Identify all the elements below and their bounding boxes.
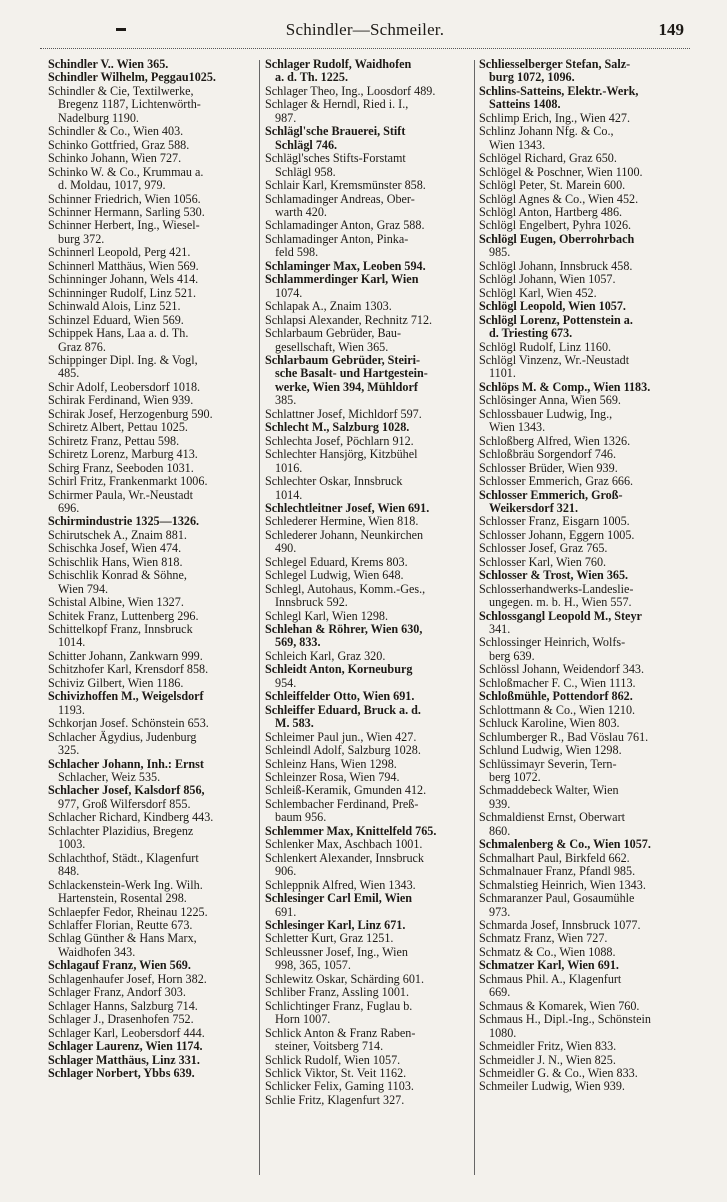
directory-entry: Innsbruck 592. bbox=[275, 595, 348, 610]
directory-entry: Schlegl, Autohaus, Komm.-Ges., bbox=[265, 581, 426, 596]
directory-entry: Schlögl Karl, Wien 452. bbox=[479, 285, 597, 300]
directory-entry: Schinnerl Leopold, Perg 421. bbox=[48, 245, 191, 260]
directory-entry: Schlackenstein-Werk Ing. Wilh. bbox=[48, 877, 203, 892]
directory-entry: 691. bbox=[275, 904, 297, 919]
directory-entry: Schlederer Johann, Neunkirchen bbox=[265, 527, 424, 542]
directory-entry: 490. bbox=[275, 541, 297, 556]
directory-entry: Schlie Fritz, Klagenfurt 327. bbox=[265, 1092, 405, 1107]
directory-entry: Schlager Franz, Andorf 303. bbox=[48, 985, 186, 1000]
directory-entry: Schindler Wilhelm, Peggau1025. bbox=[48, 70, 216, 85]
directory-entry: Schinwald Alois, Linz 521. bbox=[48, 299, 181, 314]
directory-entry: Schlammerdinger Karl, Wien bbox=[265, 272, 419, 287]
directory-entry: Schlögl Eugen, Oberrohrbach bbox=[479, 231, 635, 246]
directory-entry: Schlager Hanns, Salzburg 714. bbox=[48, 998, 198, 1013]
directory-entry: Schinko W. & Co., Krummau a. bbox=[48, 164, 204, 179]
directory-entry: Schlaminger Max, Leoben 594. bbox=[265, 258, 426, 273]
directory-entry: Schlager Norbert, Ybbs 639. bbox=[48, 1065, 195, 1080]
directory-entry: Schlager Laurenz, Wien 1174. bbox=[48, 1039, 203, 1054]
directory-entry: Schmaus & Komarek, Wien 760. bbox=[479, 998, 640, 1013]
directory-entry: Schlegl Karl, Wien 1298. bbox=[265, 608, 389, 623]
directory-entry: Schleinzer Rosa, Wien 794. bbox=[265, 770, 400, 785]
directory-entry: werke, Wien 394, Mühldorf bbox=[275, 379, 418, 394]
directory-entry: 1016. bbox=[275, 460, 303, 475]
directory-entry: Schleindl Adolf, Salzburg 1028. bbox=[265, 743, 421, 758]
directory-entry: 998, 365, 1057. bbox=[275, 958, 351, 973]
directory-entry: Schippek Hans, Laa a. d. Th. bbox=[48, 326, 189, 341]
directory-entry: 1101. bbox=[489, 366, 516, 381]
directory-entry: Schlacher Ägydius, Judenburg bbox=[48, 729, 197, 744]
directory-entry: Schlick Anton & Franz Raben- bbox=[265, 1025, 416, 1040]
directory-entry: Schlegel Ludwig, Wien 648. bbox=[265, 568, 404, 583]
directory-entry: Wien 1343. bbox=[489, 420, 546, 435]
directory-entry: Schlumberger R., Bad Vöslau 761. bbox=[479, 729, 649, 744]
directory-entry: 1074. bbox=[275, 285, 303, 300]
directory-entry: Schindler & Cie, Textilwerke, bbox=[48, 83, 194, 98]
directory-entry: Schlögl Leopold, Wien 1057. bbox=[479, 299, 626, 314]
directory-entry: burg 372. bbox=[58, 231, 105, 246]
directory-entry: Schiretz Albert, Pettau 1025. bbox=[48, 420, 188, 435]
directory-entry: Schirg Franz, Seeboden 1031. bbox=[48, 460, 194, 475]
directory-entry: Schinnerl Matthäus, Wien 569. bbox=[48, 258, 199, 273]
directory-entry: Schinner Hermann, Sarling 530. bbox=[48, 204, 205, 219]
directory-entry: Schlager Rudolf, Waidhofen bbox=[265, 58, 412, 71]
page-header bbox=[40, 18, 690, 42]
directory-entry: Schlenkert Alexander, Innsbruck bbox=[265, 850, 424, 865]
directory-entry: Schleussner Josef, Ing., Wien bbox=[265, 944, 408, 959]
directory-entry: Schlins-Satteins, Elektr.-Werk, bbox=[479, 83, 639, 98]
directory-entry: warth 420. bbox=[275, 204, 327, 219]
directory-entry: Schlögl Rudolf, Linz 1160. bbox=[479, 339, 612, 354]
directory-entry: Schlögel Richard, Graz 650. bbox=[479, 151, 617, 166]
directory-entry: 848. bbox=[58, 864, 80, 879]
directory-entry: Schitzhofer Karl, Krensdorf 858. bbox=[48, 662, 209, 677]
directory-entry: Schleich Karl, Graz 320. bbox=[265, 648, 386, 663]
directory-entry: Schlosser Emmerich, Groß- bbox=[479, 487, 623, 502]
directory-entry: Schitek Franz, Luttenberg 296. bbox=[48, 608, 199, 623]
directory-entry: Schlechtleitner Josef, Wien 691. bbox=[265, 500, 430, 515]
directory-entry: Schlögl Vinzenz, Wr.-Neustadt bbox=[479, 352, 630, 367]
directory-entry: Satteins 1408. bbox=[489, 97, 561, 112]
directory-entry: Schiretz Lorenz, Marburg 413. bbox=[48, 447, 198, 462]
directory-entry: Schlager Karl, Leobersdorf 444. bbox=[48, 1025, 205, 1040]
directory-entry: 1003. bbox=[58, 837, 86, 852]
directory-entry: 1193. bbox=[58, 702, 85, 717]
directory-entry: Schmaranzer Paul, Gosaumühle bbox=[479, 891, 635, 906]
directory-entry: Schleppnik Alfred, Wien 1343. bbox=[265, 877, 416, 892]
directory-entry: Schlager Theo, Ing., Loosdorf 489. bbox=[265, 83, 436, 98]
directory-entry: Schmaus H., Dipl.-Ing., Schönstein bbox=[479, 1012, 651, 1027]
directory-entry: Schleiß-Keramik, Gmunden 412. bbox=[265, 783, 427, 798]
directory-entry: Schlosser Brüder, Wien 939. bbox=[479, 460, 618, 475]
directory-entry: Schmeidler G. & Co., Wien 833. bbox=[479, 1065, 638, 1080]
directory-entry: Schinko Johann, Wien 727. bbox=[48, 151, 182, 166]
directory-entry: Schischlik Hans, Wien 818. bbox=[48, 554, 183, 569]
directory-entry: sche Basalt- und Hartgestein- bbox=[275, 366, 428, 381]
directory-entry: Schlägl 958. bbox=[275, 164, 336, 179]
directory-entry: Schlagauf Franz, Wien 569. bbox=[48, 958, 191, 973]
directory-entry: Schlögl Johann, Innsbruck 458. bbox=[479, 258, 633, 273]
directory-entry: Schlechter Oskar, Innsbruck bbox=[265, 474, 403, 489]
directory-entry: Schlimp Erich, Ing., Wien 427. bbox=[479, 110, 631, 125]
directory-entry: 341. bbox=[489, 622, 511, 637]
directory-entry: Schlecht M., Salzburg 1028. bbox=[265, 420, 410, 435]
directory-entry: d. Moldau, 1017, 979. bbox=[58, 178, 166, 193]
directory-entry: Schliesselberger Stefan, Salz- bbox=[479, 58, 631, 71]
directory-entry: Schlegel Eduard, Krems 803. bbox=[265, 554, 408, 569]
column-divider bbox=[259, 60, 260, 1175]
directory-entry: 669. bbox=[489, 985, 511, 1000]
directory-entry: Weikersdorf 321. bbox=[489, 500, 579, 515]
directory-entry: Schirmer Paula, Wr.-Neustadt bbox=[48, 487, 193, 502]
directory-entry: Schluck Karoline, Wien 803. bbox=[479, 716, 620, 731]
directory-entry: Hartenstein, Rosental 298. bbox=[58, 891, 187, 906]
directory-entry: Wien 794. bbox=[58, 581, 109, 596]
directory-entry: Schlacher, Weiz 535. bbox=[58, 770, 161, 785]
directory-entry: Schlossinger Heinrich, Wolfs- bbox=[479, 635, 626, 650]
directory-entry: Schmaus Phil. A., Klagenfurt bbox=[479, 971, 622, 986]
directory-entry: 696. bbox=[58, 500, 80, 515]
directory-entry: Schmeidler J. N., Wien 825. bbox=[479, 1052, 616, 1067]
directory-entry: Schmatzer Karl, Wien 691. bbox=[479, 958, 619, 973]
header-rule bbox=[40, 48, 690, 49]
directory-entry: Schlägl'sches Stifts-Forstamt bbox=[265, 151, 406, 166]
directory-entry: Schlosser Karl, Wien 760. bbox=[479, 554, 607, 569]
directory-entry: Schlögl Agnes & Co., Wien 452. bbox=[479, 191, 639, 206]
directory-entry: Schmaddebeck Walter, Wien bbox=[479, 783, 619, 798]
directory-entry: Schlossbauer Ludwig, Ing., bbox=[479, 406, 613, 421]
directory-entry: Schlinz Johann Nfg. & Co., bbox=[479, 124, 614, 139]
directory-entry: Schliber Franz, Assling 1001. bbox=[265, 985, 409, 1000]
directory-entry: Schippinger Dipl. Ing. & Vogl, bbox=[48, 352, 198, 367]
directory-entry: Bregenz 1187, Lichtenwörth- bbox=[58, 97, 201, 112]
directory-entry: Schmeidler Fritz, Wien 833. bbox=[479, 1039, 617, 1054]
directory-entry: Schlesinger Carl Emil, Wien bbox=[265, 891, 413, 906]
directory-entry: Schlemmer Max, Knittelfeld 765. bbox=[265, 823, 437, 838]
directory-entry: Graz 876. bbox=[58, 339, 106, 354]
directory-entry: Schirak Ferdinand, Wien 939. bbox=[48, 393, 194, 408]
directory-entry: 1080. bbox=[489, 1025, 517, 1040]
directory-entry: Schlögel & Poschner, Wien 1100. bbox=[479, 164, 643, 179]
directory-entry: Schinninger Rudolf, Linz 521. bbox=[48, 285, 197, 300]
directory-entry: Schlattner Josef, Michldorf 597. bbox=[265, 406, 422, 421]
directory-entry: Schlägl 746. bbox=[275, 137, 338, 152]
directory-entry: M. 583. bbox=[275, 716, 314, 731]
directory-entry: 954. bbox=[275, 675, 297, 690]
directory-entry: Schittelkopf Franz, Innsbruck bbox=[48, 622, 193, 637]
directory-entry: Schleiffelder Otto, Wien 691. bbox=[265, 689, 415, 704]
directory-entry: Schleiffer Eduard, Bruck a. d. bbox=[265, 702, 421, 717]
directory-entry: Schlögl Engelbert, Pyhra 1026. bbox=[479, 218, 632, 233]
directory-entry: Schirmindustrie 1325—1326. bbox=[48, 514, 200, 529]
header-dash bbox=[116, 28, 126, 31]
directory-entry: Schlosserhandwerks-Landeslie- bbox=[479, 581, 634, 596]
directory-entry: Waidhofen 343. bbox=[58, 944, 136, 959]
directory-entry: Schlosser Emmerich, Graz 666. bbox=[479, 474, 634, 489]
directory-entry: Schlichtinger Franz, Fuglau b. bbox=[265, 998, 413, 1013]
directory-entry: Schindler & Co., Wien 403. bbox=[48, 124, 184, 139]
directory-entry: Schlewitz Oskar, Schärding 601. bbox=[265, 971, 424, 986]
directory-entry: Schlacher Richard, Kindberg 443. bbox=[48, 810, 214, 825]
directory-entry: Schlamadinger Anton, Graz 588. bbox=[265, 218, 425, 233]
directory-entry: Schmatz & Co., Wien 1088. bbox=[479, 944, 616, 959]
directory-entry: Schirak Josef, Herzogenburg 590. bbox=[48, 406, 213, 421]
directory-entry: Schiretz Franz, Pettau 598. bbox=[48, 433, 180, 448]
directory-entry: Schitter Johann, Zankwarn 999. bbox=[48, 648, 203, 663]
directory-entry: Schlehan & Röhrer, Wien 630, bbox=[265, 622, 423, 637]
directory-entry: Schmalenberg & Co., Wien 1057. bbox=[479, 837, 651, 852]
directory-entry: Schlamadinger Andreas, Ober- bbox=[265, 191, 415, 206]
directory-entry: Schletter Kurt, Graz 1251. bbox=[265, 931, 394, 946]
directory-entry: Schmalnauer Franz, Pfandl 985. bbox=[479, 864, 636, 879]
directory-entry: Schlick Rudolf, Wien 1057. bbox=[265, 1052, 401, 1067]
directory-entry: ungegen. m. b. H., Wien 557. bbox=[489, 595, 632, 610]
directory-entry: Schlöps M. & Comp., Wien 1183. bbox=[479, 379, 651, 394]
directory-entry: Schlapsi Alexander, Rechnitz 712. bbox=[265, 312, 433, 327]
directory-entry: Schlössl Johann, Weidendorf 343. bbox=[479, 662, 645, 677]
directory-entry: burg 1072, 1096. bbox=[489, 70, 575, 85]
directory-entry: Schlechta Josef, Pöchlarn 912. bbox=[265, 433, 414, 448]
directory-entry: Schlösinger Anna, Wien 569. bbox=[479, 393, 621, 408]
directory-entry: Schlesinger Karl, Linz 671. bbox=[265, 918, 406, 932]
directory-entry: berg 639. bbox=[489, 648, 535, 663]
directory-entry: Schlembacher Ferdinand, Preß- bbox=[265, 796, 419, 811]
directory-entry: Schischka Josef, Wien 474. bbox=[48, 541, 182, 556]
directory-entry: Schlosser Franz, Eisgarn 1005. bbox=[479, 514, 630, 529]
directory-entry: Schistal Albine, Wien 1327. bbox=[48, 595, 184, 610]
directory-entry: Schlenker Max, Aschbach 1001. bbox=[265, 837, 423, 852]
column-2 bbox=[265, 58, 477, 1178]
directory-entry: Schlachthof, Städt., Klagenfurt bbox=[48, 850, 199, 865]
directory-entry: Schlosser Josef, Graz 765. bbox=[479, 541, 608, 556]
directory-entry: Schlacher Josef, Kalsdorf 856, bbox=[48, 783, 205, 798]
column-3 bbox=[479, 58, 691, 1178]
directory-entry: Schlick Viktor, St. Veit 1162. bbox=[265, 1065, 407, 1080]
directory-entry: Schlicker Felix, Gaming 1103. bbox=[265, 1079, 414, 1094]
directory-entry: Schleidt Anton, Korneuburg bbox=[265, 662, 413, 677]
directory-entry: Wien 1343. bbox=[489, 137, 546, 152]
directory-entry: Schlechter Hansjörg, Kitzbühel bbox=[265, 447, 418, 462]
directory-entry: Nadelburg 1190. bbox=[58, 110, 139, 125]
page-number: 149 bbox=[658, 20, 684, 39]
directory-entry: Schkorjan Josef. Schönstein 653. bbox=[48, 716, 209, 731]
directory-entry: Schirl Fritz, Frankenmarkt 1006. bbox=[48, 474, 208, 489]
directory-entry: Schlacher Johann, Inh.: Ernst bbox=[48, 756, 204, 771]
directory-entry: Schmaldienst Ernst, Oberwart bbox=[479, 810, 625, 825]
directory-entry: Schinninger Johann, Wels 414. bbox=[48, 272, 199, 287]
directory-entry: Schlögl Johann, Wien 1057. bbox=[479, 272, 616, 287]
directory-entry: Schloßberg Alfred, Wien 1326. bbox=[479, 433, 631, 448]
directory-entry: Schlögl Anton, Hartberg 486. bbox=[479, 204, 623, 219]
directory-entry: Schlager & Herndl, Ried i. I., bbox=[265, 97, 409, 112]
directory-entry: Schinner Friedrich, Wien 1056. bbox=[48, 191, 201, 206]
directory-entry: Schlögl Lorenz, Pottenstein a. bbox=[479, 312, 633, 327]
directory-entry: 385. bbox=[275, 393, 297, 408]
directory-entry: Schlarbaum Gebrüder, Steiri- bbox=[265, 352, 421, 367]
directory-entry: Schloßmacher F. C., Wien 1113. bbox=[479, 675, 636, 690]
directory-entry: Schmeiler Ludwig, Wien 939. bbox=[479, 1079, 625, 1094]
directory-entry: Schleinz Hans, Wien 1298. bbox=[265, 756, 397, 771]
directory-entry: Schlosser & Trost, Wien 365. bbox=[479, 568, 629, 583]
directory-entry: Schlair Karl, Kremsmünster 858. bbox=[265, 178, 426, 193]
directory-entry: 985. bbox=[489, 245, 511, 260]
directory-entry: Schlederer Hermine, Wien 818. bbox=[265, 514, 419, 529]
directory-entry: Schiviz Gilbert, Wien 1186. bbox=[48, 675, 184, 690]
directory-entry: Schlossgangl Leopold M., Steyr bbox=[479, 608, 642, 623]
directory-entry: 906. bbox=[275, 864, 297, 879]
directory-entry: 1014. bbox=[58, 635, 86, 650]
directory-entry: Schlüssimayr Severin, Tern- bbox=[479, 756, 617, 771]
directory-entry: baum 956. bbox=[275, 810, 327, 825]
directory-entry: Horn 1007. bbox=[275, 1012, 331, 1027]
directory-entry: Schlag Günther & Hans Marx, bbox=[48, 931, 197, 946]
directory-entry: steiner, Voitsberg 714. bbox=[275, 1039, 384, 1054]
directory-entry: 939. bbox=[489, 796, 511, 811]
directory-entry: Schindler V.. Wien 365. bbox=[48, 58, 169, 71]
directory-entry: Schmatz Franz, Wien 727. bbox=[479, 931, 608, 946]
column-divider bbox=[474, 60, 475, 1175]
directory-entry: 1014. bbox=[275, 487, 303, 502]
directory-entry: Schlapak A., Znaim 1303. bbox=[265, 299, 392, 314]
directory-entry: Schischlik Konrad & Söhne, bbox=[48, 568, 187, 583]
directory-entry: Schinzel Eduard, Wien 569. bbox=[48, 312, 184, 327]
directory-entry: Schlaffer Florian, Reutte 673. bbox=[48, 918, 193, 932]
directory-entry: d. Triesting 673. bbox=[489, 326, 573, 341]
directory-entry: Schlögl Peter, St. Marein 600. bbox=[479, 178, 626, 193]
directory-entry: Schleimer Paul jun., Wien 427. bbox=[265, 729, 417, 744]
directory-entry: 485. bbox=[58, 366, 80, 381]
directory-entry: Schirutschek A., Znaim 881. bbox=[48, 527, 187, 542]
directory-entry: berg 1072. bbox=[489, 770, 541, 785]
directory-entry: Schloßmühle, Pottendorf 862. bbox=[479, 689, 633, 704]
directory-entry: Schlager Matthäus, Linz 331. bbox=[48, 1052, 200, 1067]
directory-entry: 860. bbox=[489, 823, 511, 838]
directory-entry: Schinko Gottfried, Graz 588. bbox=[48, 137, 190, 152]
directory-entry: Schlachter Plazidius, Bregenz bbox=[48, 823, 194, 838]
directory-entry: Schlarbaum Gebrüder, Bau- bbox=[265, 326, 402, 341]
directory-entry: Schlottmann & Co., Wien 1210. bbox=[479, 702, 636, 717]
directory-entry: Schlamadinger Anton, Pinka- bbox=[265, 231, 409, 246]
column-1 bbox=[48, 58, 260, 1178]
directory-entry: Schlagenhaufer Josef, Horn 382. bbox=[48, 971, 207, 986]
directory-entry: Schlund Ludwig, Wien 1298. bbox=[479, 743, 622, 758]
directory-entry: 977, Groß Wilfersdorf 855. bbox=[58, 796, 191, 811]
directory-entry: a. d. Th. 1225. bbox=[275, 70, 348, 85]
directory-entry: 325. bbox=[58, 743, 80, 758]
directory-entry: Schmarda Josef, Innsbruck 1077. bbox=[479, 918, 641, 932]
page-title: Schindler—Schmeiler. bbox=[285, 20, 445, 39]
directory-entry: 569, 833. bbox=[275, 635, 321, 650]
directory-entry: Schloßbräu Sorgendorf 746. bbox=[479, 447, 617, 462]
directory-entry: Schlaepfer Fedor, Rheinau 1225. bbox=[48, 904, 208, 919]
directory-entry: Schinner Herbert, Ing., Wiesel- bbox=[48, 218, 200, 233]
directory-entry: 987. bbox=[275, 110, 297, 125]
directory-entry: Schir Adolf, Leobersdorf 1018. bbox=[48, 379, 201, 394]
directory-entry: Schmalstieg Heinrich, Wien 1343. bbox=[479, 877, 646, 892]
directory-entry: Schlosser Johann, Eggern 1005. bbox=[479, 527, 635, 542]
directory-entry: Schlager J., Drasenhofen 752. bbox=[48, 1012, 194, 1027]
directory-entry: Schlägl'sche Brauerei, Stift bbox=[265, 124, 406, 139]
directory-entry: Schivizhoffen M., Weigelsdorf bbox=[48, 689, 204, 704]
directory-entry: feld 598. bbox=[275, 245, 319, 260]
directory-entry: gesellschaft, Wien 365. bbox=[275, 339, 389, 354]
directory-entry: 973. bbox=[489, 904, 511, 919]
directory-entry: Schmalhart Paul, Birkfeld 662. bbox=[479, 850, 630, 865]
